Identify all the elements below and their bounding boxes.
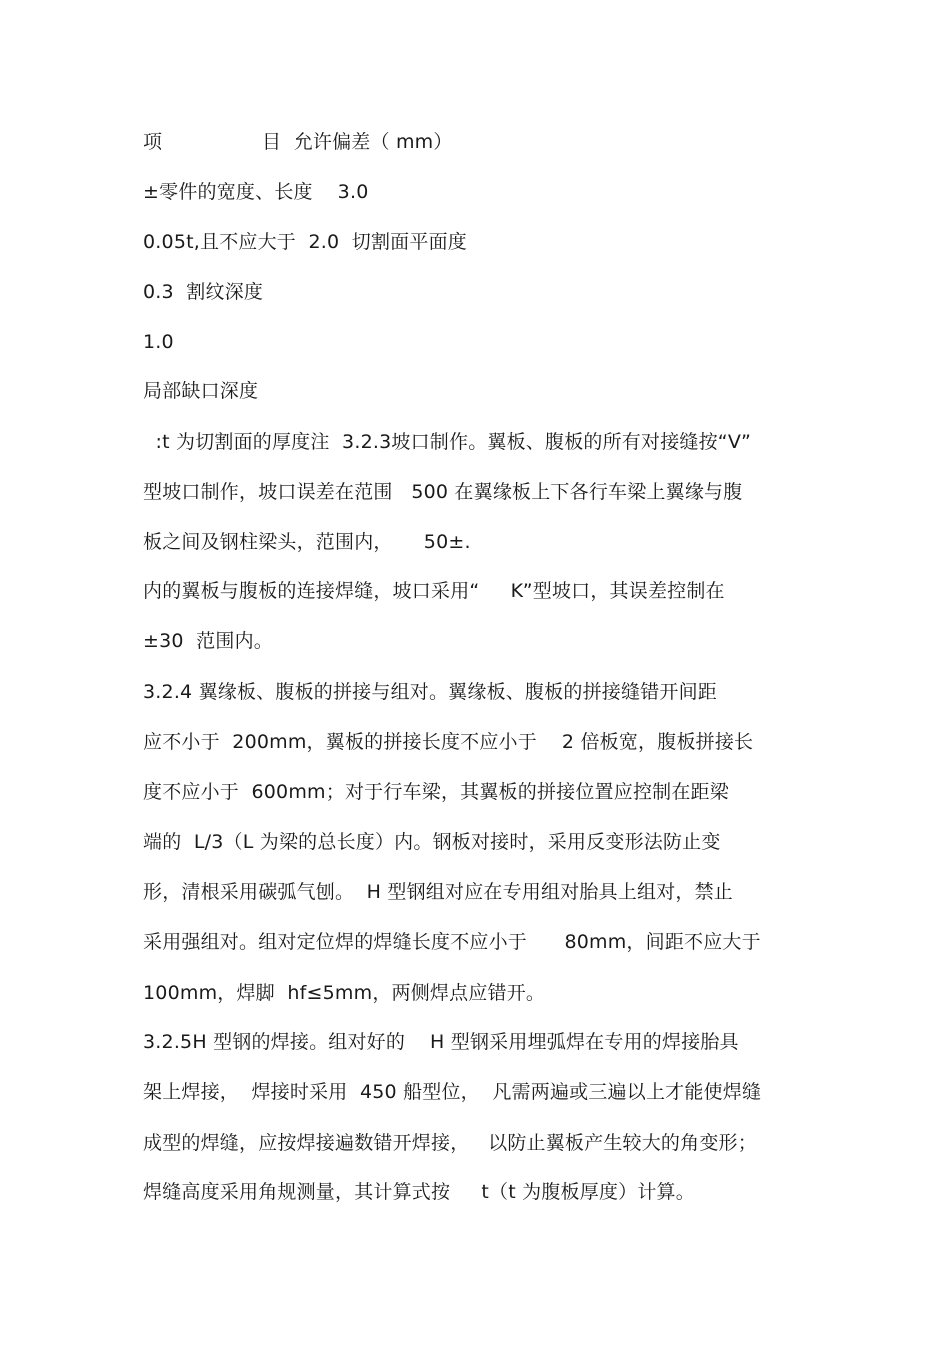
paragraph-line: ±30 范围内。	[143, 630, 273, 652]
paragraph-line: 焊缝高度采用角规测量，其计算式按 t（t 为腹板厚度）计算。	[143, 1181, 695, 1203]
table-header-line: 项 目 允许偏差（ mm）	[143, 131, 453, 153]
paragraph-line: :t 为切割面的厚度注 3.2.3坡口制作。翼板、腹板的所有对接缝按“V”	[143, 431, 752, 453]
text-line: 0.3 割纹深度	[143, 281, 264, 303]
paragraph-line: 3.2.4 翼缘板、腹板的拼接与组对。翼缘板、腹板的拼接缝错开间距	[143, 681, 717, 703]
paragraph-line: 型坡口制作，坡口误差在范围 500 在翼缘板上下各行车梁上翼缘与腹	[143, 481, 743, 503]
text-line: 1.0	[143, 331, 174, 353]
paragraph-line: 形，清根采用碳弧气刨。 H 型钢组对应在专用组对胎具上组对，禁止	[143, 881, 734, 903]
paragraph-line: 100mm，焊脚 hf≤5mm，两侧焊点应错开。	[143, 982, 546, 1004]
text-line: 局部缺口深度	[143, 380, 259, 402]
text-line: ±零件的宽度、长度 3.0	[143, 181, 369, 203]
paragraph-line: 架上焊接， 焊接时采用 450 船型位， 凡需两遍或三遍以上才能使焊缝	[143, 1081, 762, 1103]
paragraph-line: 采用强组对。组对定位焊的焊缝长度不应小于 80mm，间距不应大于	[143, 931, 761, 953]
paragraph-line: 度不应小于 600mm；对于行车梁，其翼板的拼接位置应控制在距梁	[143, 781, 729, 803]
text-line: 0.05t,且不应大于 2.0 切割面平面度	[143, 231, 467, 253]
paragraph-line: 板之间及钢柱梁头，范围内， 50±.	[143, 531, 471, 553]
paragraph-line: 成型的焊缝，应按焊接遍数错开焊接， 以防止翼板产生较大的角变形；	[143, 1132, 757, 1154]
paragraph-line: 应不小于 200mm，翼板的拼接长度不应小于 2 倍板宽，腹板拼接长	[143, 731, 754, 753]
paragraph-line: 3.2.5H 型钢的焊接。组对好的 H 型钢采用埋弧焊在专用的焊接胎具	[143, 1031, 739, 1053]
paragraph-line: 内的翼板与腹板的连接焊缝，坡口采用“ K”型坡口，其误差控制在	[143, 580, 725, 602]
paragraph-line: 端的 L/3（L 为梁的总长度）内。钢板对接时，采用反变形法防止变	[143, 831, 721, 853]
